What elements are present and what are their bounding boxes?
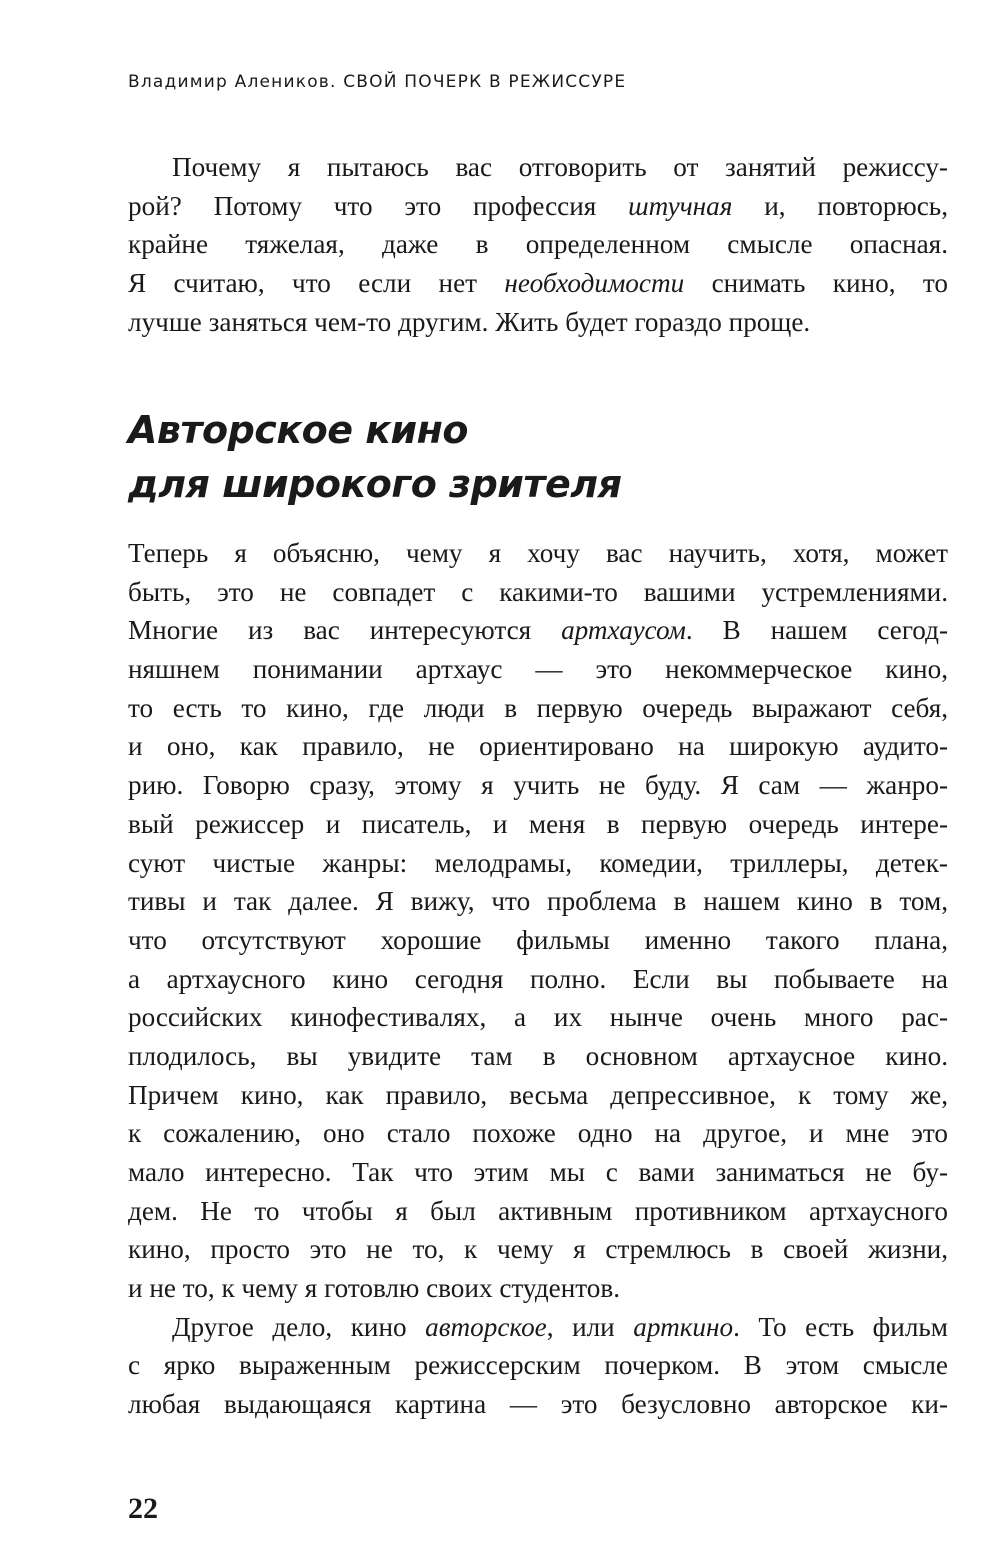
text-line: рой? Потому что это профессия штучная и, повторюсь,	[128, 190, 949, 221]
page-number: 22	[128, 1492, 158, 1525]
text-line: Другое дело, кино авторское, или арткино. То есть фильм	[172, 1311, 949, 1342]
text-line: лучше заняться чем-то другим. Жить будет гораздо проще.	[128, 306, 811, 337]
text-line: к сожалению, оно стало похоже одно на другое, и мне это	[128, 1118, 948, 1149]
text-line: няшнем понимании артхаус — это некоммерческое кино,	[128, 654, 948, 685]
text-line: быть, это не совпадет с какими-то вашими устремлениями.	[128, 576, 948, 607]
text-line: тивы и так далее. Я вижу, что проблема в нашем кино в том,	[128, 886, 948, 917]
emphasis: штучная	[628, 190, 733, 221]
text-line: Теперь я объясню, чему я хочу вас научить, хотя, может	[128, 538, 948, 568]
text-line: российских кинофестивалях, а их нынче очень много рас-	[128, 1002, 948, 1033]
emphasis: необходимости	[504, 268, 685, 299]
text-line: и оно, как правило, не ориентировано на широкую аудито-	[128, 731, 948, 762]
text-line: дем. Не то чтобы я был активным противником артхаусного	[128, 1195, 948, 1226]
emphasis: артхаусом	[561, 615, 686, 646]
text-line: то есть то кино, где люди в первую очередь выражают себя,	[128, 692, 948, 723]
text-line: крайне тяжелая, даже в определенном смысле опасная.	[128, 229, 948, 260]
text-line: Причем кино, как правило, весьма депрессивное, к тому же,	[128, 1079, 948, 1110]
text-line: рию. Говорю сразу, этому я учить не буду. Я сам — жанро-	[128, 770, 948, 801]
emphasis: арткино	[633, 1311, 734, 1342]
running-head: Владимир Алеников. СВОЙ ПОЧЕРК В РЕЖИССУРЕ	[128, 72, 627, 92]
text-line: кино, просто это не то, к чему я стремлюсь в своей жизни,	[128, 1234, 948, 1265]
text-line: суют чистые жанры: мелодрамы, комедии, триллеры, детек-	[128, 847, 948, 878]
text-line: что отсутствуют хорошие фильмы именно такого плана,	[128, 924, 948, 955]
text-line: Многие из вас интересуются артхаусом. В нашем сегод-	[128, 615, 948, 646]
text-line: любая выдающаяся картина — это безусловно авторское ки-	[128, 1389, 948, 1420]
heading-line-2: для широкого зрителя	[128, 462, 622, 506]
text-line: с ярко выраженным режиссерским почерком. В этом смысле	[128, 1350, 948, 1381]
text-line: а артхаусного кино сегодня полно. Если вы побываете на	[128, 963, 948, 994]
text-line: мало интересно. Так что этим мы с вами заниматься не бу-	[128, 1157, 948, 1187]
text-line: и не то, к чему я готовлю своих студентов.	[128, 1273, 621, 1304]
text-line: Я считаю, что если нет необходимости снимать кино, то	[128, 268, 949, 299]
text-line: Почему я пытаюсь вас отговорить от занятий режиссу-	[172, 152, 948, 182]
text-line: плодилось, вы увидите там в основном артхаусное кино.	[128, 1040, 948, 1071]
paragraph-2	[128, 534, 948, 1424]
heading-line-1: Авторское кино	[128, 408, 468, 452]
text-line: вый режиссер и писатель, и меня в первую очередь интере-	[128, 808, 948, 839]
emphasis: авторское	[425, 1311, 547, 1342]
section-heading	[128, 403, 621, 511]
paragraph-1	[128, 148, 948, 341]
